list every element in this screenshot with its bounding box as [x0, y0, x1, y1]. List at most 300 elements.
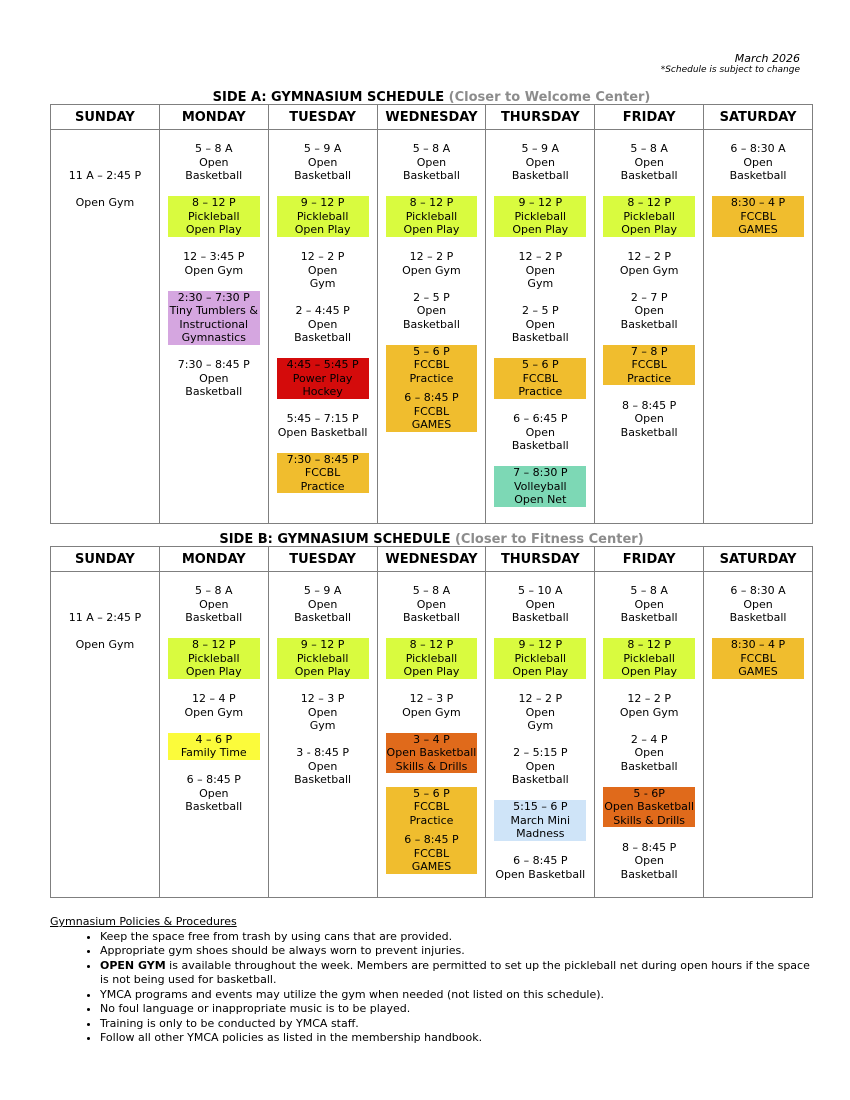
- event-label: FCCBL: [413, 358, 450, 371]
- event-label: GAMES: [738, 665, 778, 678]
- day-cell-saturday: [704, 130, 813, 524]
- event-label: Open: [525, 759, 555, 773]
- event-time: 8 – 12 P: [627, 638, 671, 651]
- event-label: Open Play: [294, 223, 351, 236]
- schedule-event: [490, 692, 590, 733]
- event-time: [55, 584, 155, 598]
- event-label: Pickleball: [623, 651, 675, 665]
- schedule-event: [273, 304, 373, 345]
- event-label: Open Play: [403, 665, 460, 678]
- event-time: 12 – 2 P: [300, 250, 345, 263]
- schedule-event: [386, 733, 478, 774]
- event-time: 9 – 12 P: [300, 638, 345, 651]
- event-time: 12 – 4 P: [191, 692, 236, 705]
- event-label: Basketball: [511, 773, 569, 786]
- day-cell-tuesday: [268, 130, 377, 524]
- day-cell-friday: [595, 130, 704, 524]
- event-time: 6 – 8:30 A: [730, 584, 786, 597]
- day-events: [704, 572, 812, 679]
- event-time: 7:30 – 8:45 P: [286, 452, 359, 466]
- event-time: 11 A – 2:45 P: [68, 611, 142, 624]
- day-header-thursday: THURSDAY: [486, 105, 595, 130]
- event-label: Basketball: [294, 773, 352, 786]
- day-header-monday: MONDAY: [159, 547, 268, 572]
- day-header-sunday: SUNDAY: [51, 547, 160, 572]
- event-label: Open: [199, 597, 229, 611]
- day-events: [595, 572, 703, 881]
- schedule-event: [494, 358, 586, 399]
- event-label: Madness: [516, 827, 565, 840]
- schedule-event: [494, 800, 586, 841]
- event-label: Open: [525, 705, 555, 719]
- event-time: [55, 142, 155, 156]
- event-label: Open: [416, 597, 447, 611]
- event-label: Open Gym: [402, 263, 461, 277]
- policy-text: Training is only to be conducted by YMCA staff.: [100, 1016, 359, 1030]
- schedule-event: [273, 250, 373, 291]
- event-label: FCCBL: [413, 800, 450, 813]
- event-label: Open Basketball: [277, 425, 368, 439]
- event-label: Skills & Drills: [395, 759, 468, 773]
- event-time: 12 – 2 P: [518, 692, 563, 705]
- day-events: [704, 130, 812, 237]
- schedule-event: [490, 412, 590, 453]
- event-label: Volleyball: [513, 479, 567, 493]
- day-events: [269, 572, 377, 787]
- event-label: Open Play: [621, 665, 678, 678]
- event-label: Basketball: [402, 169, 460, 182]
- event-label: Open: [307, 155, 338, 169]
- event-time: 5 – 6 P: [413, 344, 450, 358]
- event-label: FCCBL: [413, 404, 450, 418]
- event-time: 4 – 6 P: [195, 732, 233, 746]
- day-header-monday: MONDAY: [159, 105, 268, 130]
- day-events: [486, 572, 594, 881]
- event-time: 8 – 8:45 P: [621, 398, 677, 412]
- schedule-row: [51, 572, 813, 898]
- event-label: Pickleball: [296, 209, 349, 223]
- event-label: Pickleball: [188, 651, 240, 665]
- event-label: Basketball: [402, 317, 460, 331]
- day-cell-wednesday: [377, 130, 486, 524]
- event-label: Open: [525, 155, 555, 169]
- event-label: Basketball: [620, 317, 678, 331]
- event-label: GAMES: [411, 418, 452, 431]
- event-label: GAMES: [411, 860, 452, 873]
- schedule-event: [164, 584, 264, 625]
- schedule-row: [51, 130, 813, 524]
- event-label: Open: [199, 155, 229, 169]
- schedule-event: [603, 638, 695, 679]
- schedule-event: [599, 142, 699, 183]
- event-label: Basketball: [294, 169, 352, 182]
- policy-text: No foul language or inappropriate music is to be played.: [100, 1002, 411, 1015]
- day-cell-wednesday: [377, 572, 486, 898]
- schedule-date: March 2026: [734, 52, 800, 65]
- event-label: Open: [634, 412, 664, 425]
- event-time: 8 – 8:45 P: [621, 840, 677, 854]
- event-label: Hockey: [302, 385, 343, 398]
- event-time: 5 – 8 A: [412, 584, 451, 597]
- event-label: FCCBL: [740, 209, 776, 223]
- event-label: Open: [743, 155, 773, 169]
- schedule-event: [382, 142, 482, 183]
- schedule-event: [386, 638, 478, 679]
- side-b-title: [50, 533, 813, 547]
- event-label: Basketball: [729, 611, 787, 624]
- policies-section: [50, 915, 810, 1046]
- event-time: 8 – 12 P: [409, 196, 454, 209]
- event-time: 6 – 8:45 P: [513, 854, 568, 867]
- event-time: 5 – 6 P: [413, 786, 450, 800]
- schedule-event: [490, 304, 590, 345]
- day-header-row: [51, 547, 813, 572]
- schedule-event: [599, 733, 699, 774]
- event-label: Basketball: [620, 425, 678, 439]
- schedule-event: [386, 345, 478, 386]
- event-time: 7:30 – 8:45 P: [177, 358, 250, 371]
- policy-text: is available throughout the week. Members are permitted to set up the pickleball net during open hours if the space is not being used for basketball.: [100, 958, 810, 986]
- schedule-event: [273, 692, 373, 733]
- policy-item: [100, 959, 810, 988]
- schedule-event: [55, 584, 155, 598]
- event-time: 5 – 8 A: [630, 142, 668, 155]
- event-label: Open: [307, 705, 338, 719]
- schedule-event: [599, 584, 699, 625]
- day-cell-thursday: [486, 130, 595, 524]
- schedule-event: [708, 142, 808, 183]
- schedule-event: [386, 196, 478, 237]
- schedule-event: [277, 358, 369, 399]
- day-header-wednesday: WEDNESDAY: [377, 105, 486, 130]
- event-label: Tiny Tumblers &: [169, 304, 258, 317]
- event-label: Basketball: [511, 611, 569, 624]
- policy-item: [100, 1002, 810, 1017]
- event-time: 12 – 2 P: [627, 250, 671, 263]
- day-events: [486, 130, 594, 507]
- schedule-event: [164, 250, 264, 277]
- event-label: Skills & Drills: [613, 813, 685, 827]
- event-label: Open Basketball: [604, 800, 695, 813]
- schedule-event: [277, 453, 369, 494]
- schedule-event: [386, 385, 478, 432]
- schedule-event: [168, 733, 260, 760]
- schedule-event: [382, 692, 482, 719]
- schedule-event: [168, 638, 260, 679]
- event-time: 5 - 6P: [633, 786, 665, 800]
- event-time: 6 – 6:45 P: [513, 412, 568, 425]
- day-cell-saturday: [704, 572, 813, 898]
- event-time: 3 - 8:45 P: [296, 746, 349, 759]
- event-label: Open Play: [294, 665, 351, 678]
- event-label: Open Play: [403, 223, 460, 236]
- event-time: 11 A – 2:45 P: [68, 169, 142, 182]
- schedule-event: [55, 638, 155, 652]
- event-time: 2:30 – 7:30 P: [177, 290, 250, 304]
- schedule-change-note: *Schedule is subject to change: [660, 65, 800, 75]
- date-header: [661, 52, 800, 76]
- event-time: 8 – 12 P: [191, 196, 236, 209]
- event-label: Open Gym: [619, 705, 679, 719]
- event-time: 8 – 12 P: [409, 638, 454, 651]
- event-label: FCCBL: [413, 846, 450, 860]
- event-label: Practice: [518, 385, 563, 398]
- event-label: Basketball: [185, 169, 243, 182]
- event-time: 6 – 8:45 P: [186, 773, 241, 786]
- event-label: GAMES: [738, 223, 778, 236]
- event-label: Open: [525, 597, 555, 611]
- day-cell-thursday: [486, 572, 595, 898]
- event-label: Open: [199, 786, 229, 800]
- event-time: 6 – 8:45 P: [404, 391, 459, 404]
- event-label: Practice: [409, 371, 454, 385]
- day-cell-friday: [595, 572, 704, 898]
- day-header-thursday: THURSDAY: [486, 547, 595, 572]
- event-label: Open: [307, 317, 338, 331]
- day-events: [378, 572, 486, 874]
- schedule-event: [164, 358, 264, 399]
- event-time: 2 – 4:45 P: [295, 304, 350, 317]
- event-label: Pickleball: [514, 209, 567, 223]
- event-label: Open: [525, 317, 555, 331]
- event-label: Basketball: [185, 611, 243, 624]
- day-header-tuesday: TUESDAY: [268, 105, 377, 130]
- schedule-event: [164, 692, 264, 719]
- event-label: Open: [307, 597, 338, 611]
- policy-emphasis: OPEN GYM: [100, 958, 166, 972]
- day-header-wednesday: WEDNESDAY: [377, 547, 486, 572]
- event-label: Basketball: [402, 611, 460, 624]
- policy-text: Appropriate gym shoes should be always worn to prevent injuries.: [100, 944, 465, 957]
- event-time: 8:30 – 4 P: [730, 196, 786, 209]
- event-label: Open: [307, 263, 338, 277]
- day-header-saturday: SATURDAY: [704, 105, 813, 130]
- day-events: [595, 130, 703, 439]
- event-label: Open: [307, 759, 338, 773]
- day-events: [269, 130, 377, 493]
- event-label: Gym: [309, 719, 336, 732]
- event-time: 9 – 12 P: [518, 638, 563, 651]
- schedule-event: [382, 291, 482, 332]
- event-time: 9 – 12 P: [518, 196, 563, 209]
- schedule-event: [386, 787, 478, 828]
- side-a-title-text: SIDE A: GYMNASIUM SCHEDULE: [212, 90, 445, 105]
- day-header-friday: FRIDAY: [595, 547, 704, 572]
- policy-item: [100, 944, 810, 959]
- day-header-sunday: SUNDAY: [51, 105, 160, 130]
- schedule-event: [273, 584, 373, 625]
- schedule-event: [603, 345, 695, 386]
- day-events: [51, 130, 159, 210]
- schedule-event: [603, 787, 695, 828]
- event-time: 5 – 9 A: [303, 142, 342, 155]
- event-time: 2 – 5:15 P: [513, 746, 568, 759]
- policy-item: [100, 1017, 810, 1032]
- event-label: Gym: [527, 719, 554, 732]
- event-label: Gym: [527, 277, 554, 290]
- day-cell-monday: [159, 130, 268, 524]
- event-label: Basketball: [511, 169, 569, 182]
- event-label: Basketball: [620, 169, 678, 182]
- schedule-event: [168, 291, 260, 345]
- event-label: Basketball: [729, 169, 787, 182]
- event-time: 6 – 8:45 P: [404, 833, 459, 846]
- event-label: Open: [634, 854, 664, 867]
- event-time: 5 – 8 A: [630, 584, 668, 597]
- event-time: 12 – 2 P: [518, 250, 563, 263]
- schedule-event: [168, 196, 260, 237]
- schedule-event: [55, 196, 155, 210]
- event-time: Open Gym: [75, 638, 135, 651]
- side-b-subtitle: (Closer to Fitness Center): [454, 532, 644, 547]
- event-label: Basketball: [185, 800, 243, 813]
- side-a-title: [50, 91, 813, 105]
- event-label: Gym: [309, 277, 336, 290]
- event-time: 12 – 3:45 P: [183, 250, 245, 263]
- event-time: Open Gym: [75, 196, 135, 209]
- event-label: Basketball: [294, 611, 352, 624]
- event-time: 8 – 12 P: [627, 196, 671, 209]
- event-time: 5 – 9 A: [303, 584, 342, 597]
- event-label: Open: [634, 155, 664, 169]
- event-label: Pickleball: [405, 209, 458, 223]
- event-label: Pickleball: [623, 209, 675, 223]
- schedule-event: [490, 854, 590, 881]
- day-cell-monday: [159, 572, 268, 898]
- day-header-saturday: SATURDAY: [704, 547, 813, 572]
- day-cell-sunday: [51, 572, 160, 898]
- event-label: FCCBL: [304, 466, 341, 479]
- event-time: 2 – 5 P: [521, 304, 559, 317]
- event-label: Open: [525, 425, 555, 439]
- schedule-event: [382, 584, 482, 625]
- schedule-event: [386, 827, 478, 874]
- event-time: 5 – 6 P: [521, 358, 559, 371]
- schedule-event: [494, 196, 586, 237]
- event-label: Basketball: [294, 331, 352, 344]
- event-label: Open Gym: [619, 263, 679, 277]
- policies-title: Gymnasium Policies & Procedures: [50, 915, 237, 928]
- schedule-event: [273, 412, 373, 439]
- event-time: 12 – 2 P: [627, 692, 671, 705]
- event-label: Open Gym: [402, 705, 461, 719]
- event-label: Open Play: [185, 223, 242, 236]
- side-b-schedule-table: [50, 546, 813, 898]
- policy-text: YMCA programs and events may utilize the gym when needed (not listed on this schedule).: [100, 987, 605, 1001]
- event-time: 12 – 2 P: [409, 250, 454, 263]
- event-label: Open: [743, 597, 773, 611]
- event-time: 5 – 8 A: [412, 142, 451, 155]
- schedule-event: [494, 638, 586, 679]
- event-label: Open: [634, 597, 664, 611]
- schedule-event: [273, 142, 373, 183]
- schedule-event: [277, 638, 369, 679]
- schedule-event: [273, 746, 373, 787]
- event-label: Basketball: [185, 385, 243, 398]
- event-label: Open: [525, 263, 555, 277]
- event-label: Open Gym: [184, 263, 244, 277]
- schedule-event: [599, 399, 699, 440]
- schedule-event: [490, 142, 590, 183]
- schedule-event: [55, 169, 155, 183]
- event-label: Open: [416, 155, 447, 169]
- event-label: Basketball: [620, 611, 678, 624]
- day-header-tuesday: TUESDAY: [268, 547, 377, 572]
- schedule-event: [382, 250, 482, 277]
- event-label: Open: [416, 304, 447, 317]
- event-time: 2 – 7 P: [630, 290, 668, 304]
- event-time: 9 – 12 P: [300, 196, 345, 209]
- event-label: FCCBL: [522, 371, 558, 385]
- event-label: Pickleball: [405, 651, 458, 665]
- side-a-subtitle: (Closer to Welcome Center): [448, 90, 651, 105]
- event-time: 5 – 8 A: [195, 584, 233, 597]
- side-a-schedule-table: [50, 104, 813, 524]
- schedule-event: [55, 142, 155, 156]
- schedule-event: [599, 692, 699, 719]
- day-events: [160, 130, 268, 399]
- event-time: 7 – 8:30 P: [513, 466, 568, 479]
- event-time: 8:30 – 4 P: [730, 638, 786, 651]
- event-label: Pickleball: [188, 209, 240, 223]
- event-time: 5 – 10 A: [518, 584, 563, 597]
- event-label: Open Play: [621, 223, 678, 236]
- event-label: Practice: [300, 479, 345, 493]
- day-events: [51, 572, 159, 652]
- schedule-event: [712, 638, 804, 679]
- event-label: Open Play: [185, 665, 242, 678]
- schedule-event: [490, 746, 590, 787]
- event-time: 3 – 4 P: [413, 732, 450, 746]
- event-time: 12 – 3 P: [409, 692, 454, 705]
- event-label: Gymnastics: [181, 331, 246, 344]
- event-label: Practice: [409, 813, 454, 827]
- schedule-event: [55, 611, 155, 625]
- day-header-friday: FRIDAY: [595, 105, 704, 130]
- event-time: 12 – 3 P: [300, 692, 345, 705]
- policy-item: [100, 988, 810, 1003]
- event-time: 7 – 8 P: [630, 344, 668, 358]
- event-label: Open Gym: [184, 705, 244, 719]
- event-time: 6 – 8:30 A: [730, 142, 786, 155]
- event-label: FCCBL: [631, 358, 667, 371]
- event-time: 5:45 – 7:15 P: [286, 412, 359, 425]
- day-header-row: [51, 105, 813, 130]
- schedule-event: [494, 466, 586, 507]
- event-time: 5 – 8 A: [195, 142, 233, 155]
- event-label: Family Time: [180, 746, 247, 759]
- policies-list: [50, 930, 810, 1046]
- event-label: Pickleball: [296, 651, 349, 665]
- schedule-event: [599, 250, 699, 277]
- schedule-event: [708, 584, 808, 625]
- event-label: Open Play: [512, 223, 569, 236]
- schedule-event: [599, 841, 699, 882]
- event-label: Basketball: [620, 759, 678, 773]
- day-events: [378, 130, 486, 432]
- event-label: FCCBL: [740, 651, 776, 665]
- event-label: Open Net: [514, 493, 567, 506]
- event-label: Practice: [627, 371, 672, 385]
- event-label: March Mini: [510, 813, 571, 827]
- event-label: Basketball: [620, 867, 678, 881]
- side-b-title-text: SIDE B: GYMNASIUM SCHEDULE: [219, 532, 451, 547]
- event-label: Open Play: [512, 665, 569, 678]
- day-cell-tuesday: [268, 572, 377, 898]
- schedule-event: [490, 250, 590, 291]
- schedule-event: [603, 196, 695, 237]
- event-time: 2 – 5 P: [413, 290, 450, 304]
